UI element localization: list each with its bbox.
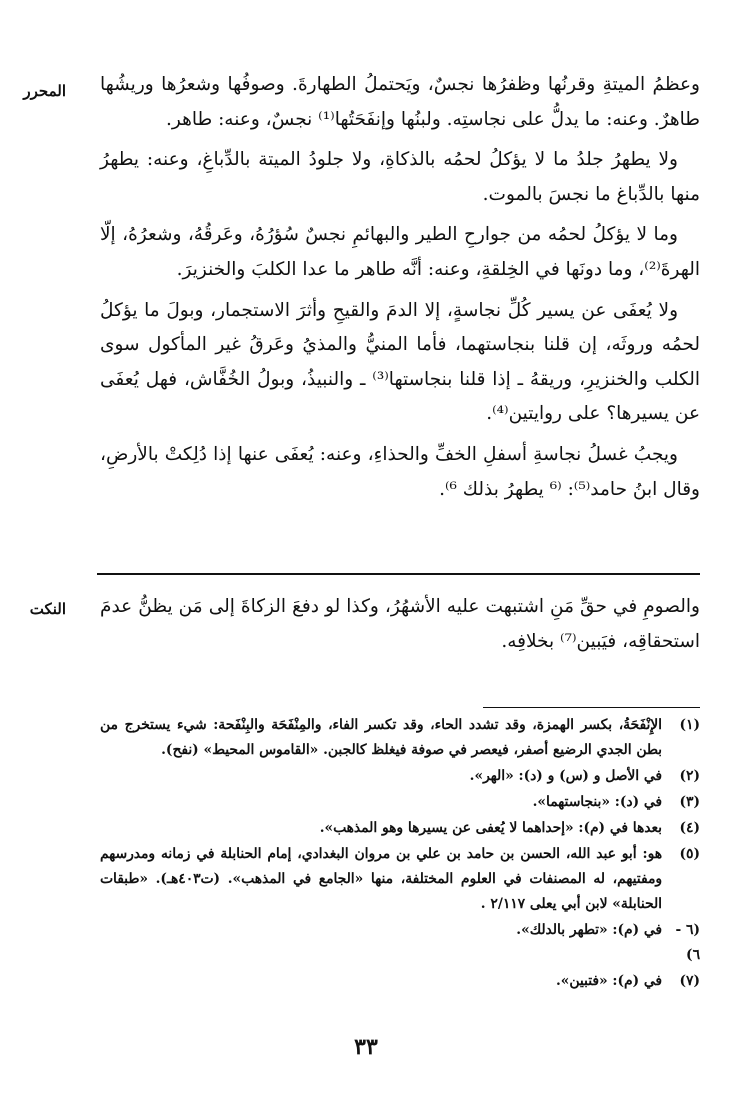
- footnote-text: في (د): «بنجاستهما».: [532, 794, 662, 810]
- side-label-nukat: النكت: [29, 600, 66, 618]
- footnote-4: [100, 816, 700, 841]
- footnote-text: في (م): «فتبين».: [555, 973, 662, 989]
- main-text: [100, 68, 700, 513]
- footnote-text: بعدها في (م): «إحداهما لا يُعفى عن يسيرها وهو المذهب».: [319, 820, 662, 836]
- footnote-number: (٣): [679, 794, 700, 810]
- footnote-text: الإِنْفَحَةُ، بكسر الهمزة، وقد تشدد الحاء، وقد تكسر الفاء، والمِنْفَحَة والبِنْفَحة: شيء يستخرج من بطن الجدي الرضيع أصفر، فيعصر في صوفة فيغلظ كالجبن. «القاموس المحيط» (نفح).: [100, 717, 662, 758]
- side-label-muharrar: المحرر: [23, 82, 66, 100]
- footnote-text: في (م): «تطهر بالدلك».: [516, 922, 662, 938]
- footnote-text: هو: أبو عبد الله، الحسن بن حامد بن علي بن مروان البغدادي، إمام الحنابلة في زمانه ومدرسهم ومفتيهم، له المصنفات في العلوم المختلفة، منها «الجامع في المذهب». (ت٤٠٣هـ). «طبقات الحنابلة» لابن أبي يعلى ٢/١١٧ .: [100, 846, 662, 912]
- footnotes: [100, 713, 700, 995]
- main-paragraph-2: ولا يطهرُ جلدُ ما لا يؤكلُ لحمُه بالذكاةِ، ولا جلودُ الميتة بالدِّباغِ، وعنه: يطهرُ منها بالدِّباغ ما نجسَ بالموت.: [100, 149, 700, 205]
- footnote-6: [100, 918, 700, 968]
- main-paragraph-4: ولا يُعفَى عن يسير كُلِّ نجاسةٍ، إلا الدمَ والقيحِ وأثرَ الاستجمار، وبولَ ما يؤكلُ لحمُه وروثَه، إن قلنا بنجاستهما، فأما المنيُّ والمذيُ وعَرقُ غير المأكول سوى الكلب والخنزيرِ، وريقهُ ـ إذا قلنا بنجاستها⁽³⁾ ـ والنبيذُ، وبولُ الخُفَّاش، فهل يُعفَى عن يسيرها؟ على روايتين⁽⁴⁾.: [100, 299, 700, 425]
- main-paragraph-3: وما لا يؤكلُ لحمُه من جوارحِ الطير والبهائمِ نجسٌ سُؤرُهُ، وعَرقُهُ، وشعرُهُ، إلّا الهرةَ⁽²⁾، وما دونَها في الخِلقةِ، وعنه: أنَّه طاهر ما عدا الكلبَ والخنزيرَ.: [100, 224, 700, 280]
- footnote-3: [100, 790, 700, 815]
- footnote-number: (٧): [679, 973, 700, 989]
- footnote-divider: [483, 707, 700, 708]
- footnote-number: (٦ - ٦): [675, 922, 700, 963]
- footnote-number: (٢): [679, 768, 700, 784]
- nukat-text-block: [100, 590, 700, 659]
- page-number: ٣٣: [354, 1034, 378, 1060]
- footnote-text: في الأصل و (س) و (د): «الهر».: [469, 768, 662, 784]
- footnote-2: [100, 764, 700, 789]
- main-paragraph-1: وعظمُ الميتةِ وقرنُها وظفرُها نجسٌ، ويَحتملُ الطهارةَ. وصوفُها وشعرُها وريشُها طاهرٌ. وعنه: ما يدلُّ على نجاستِه. ولبنُها وإنفَحَتُها⁽¹⁾ نجسٌ، وعنه: طاهر.: [100, 74, 700, 130]
- footnote-1: [100, 713, 700, 763]
- nukat-paragraph: والصومِ في حقِّ مَنِ اشتبهت عليه الأشهُرُ، وكذا لو دفعَ الزكاةَ إلى مَن يظنُّ عدمَ استحقاقِه، فيَبين⁽⁷⁾ بخلافِه.: [100, 596, 700, 652]
- footnote-number: (٥): [679, 846, 700, 862]
- section-divider: [97, 573, 700, 575]
- main-paragraph-5: ويجبُ غسلُ نجاسةِ أسفلِ الخفِّ والحذاءِ، وعنه: يُعفَى عنها إذا دُلِكتْ بالأرضِ، وقال ابنُ حامد⁽⁵⁾: ⁽⁶ يطهرُ بذلك ⁶⁾.: [100, 443, 700, 500]
- footnote-number: (٤): [679, 820, 700, 836]
- footnote-7: [100, 969, 700, 994]
- footnote-number: (١): [679, 717, 700, 733]
- footnote-5: [100, 842, 700, 917]
